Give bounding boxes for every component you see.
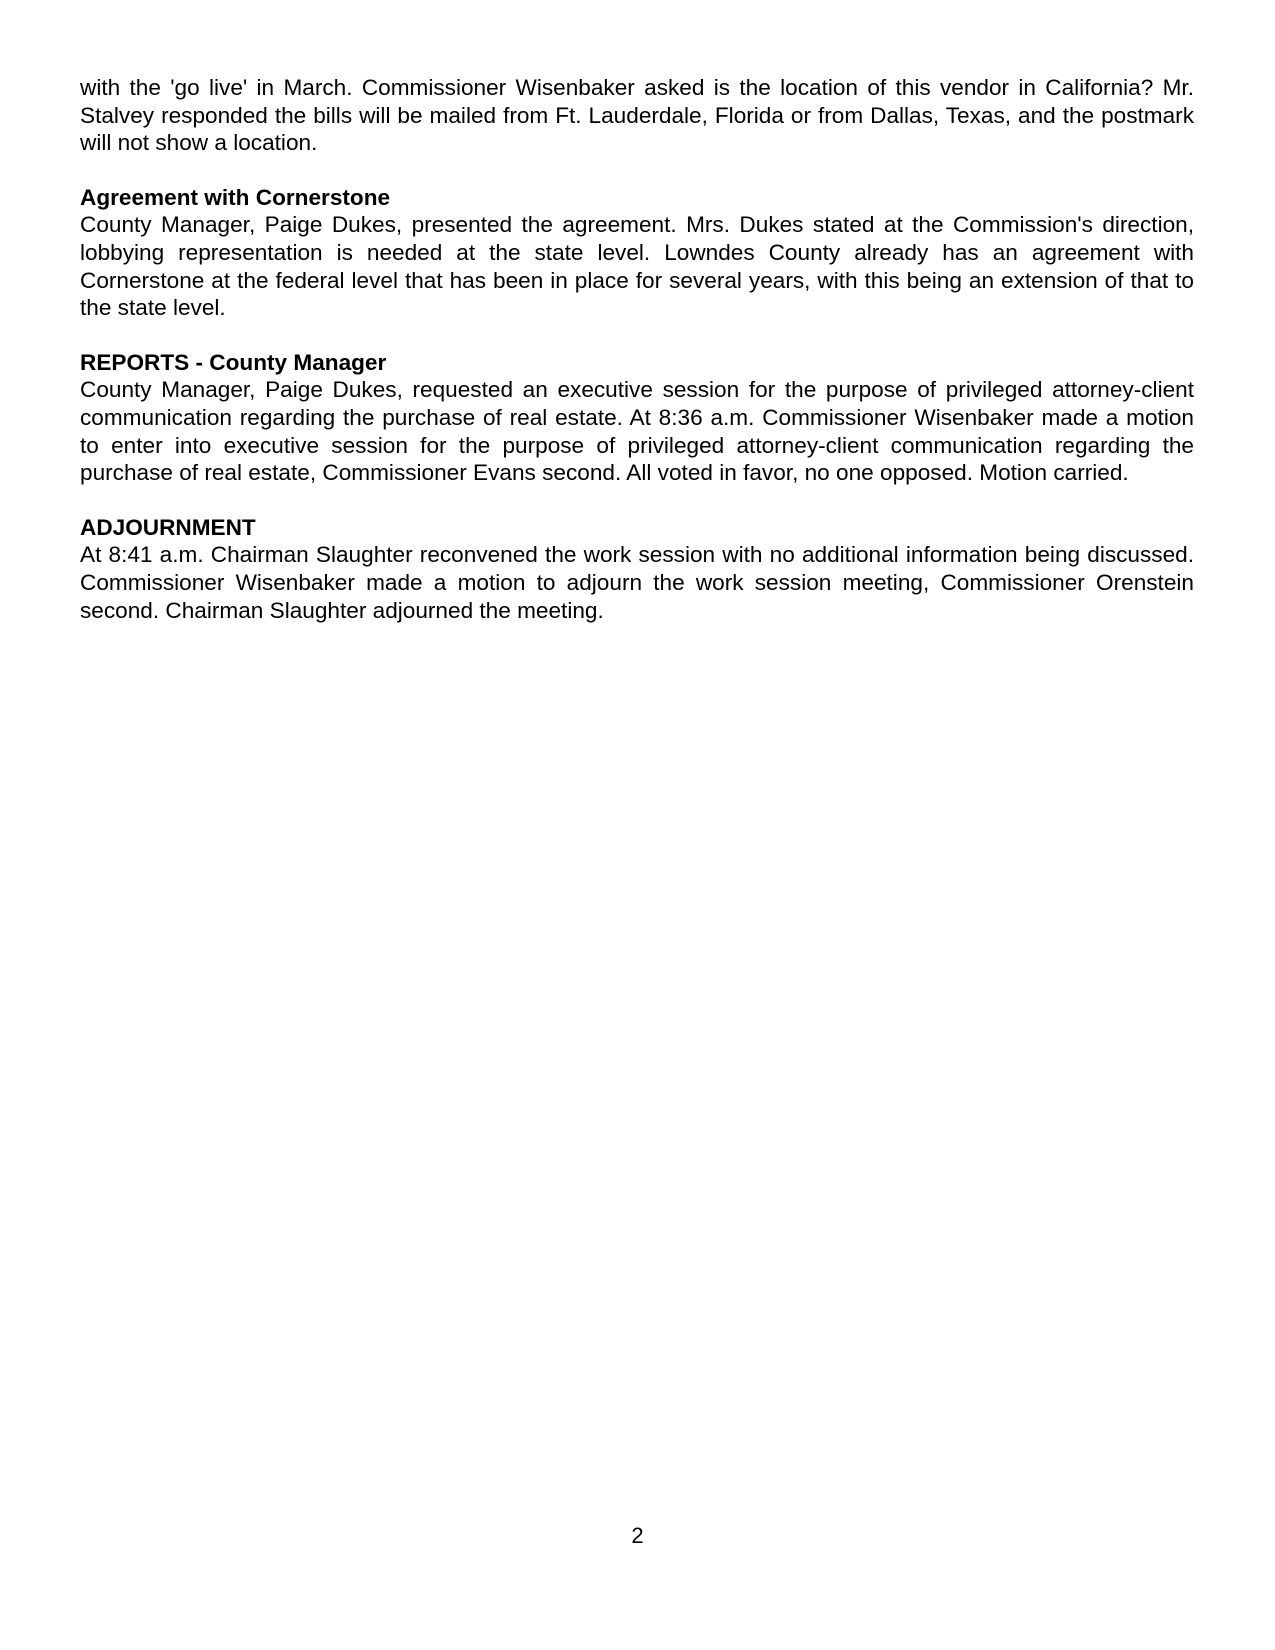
section-heading: ADJOURNMENT	[80, 514, 256, 540]
section-adjournment	[80, 514, 1194, 624]
section-body: At 8:41 a.m. Chairman Slaughter reconvened the work session with no additional information being discussed. Commissioner Wisenbaker made a motion to adjourn the work session meeting, Commissioner Orenstein second. Chairman Slaughter adjourned the meeting.	[80, 542, 1194, 623]
document-page	[80, 74, 1194, 651]
section-agreement-cornerstone	[80, 184, 1194, 322]
section-body: County Manager, Paige Dukes, requested an executive session for the purpose of privileged attorney-client communication regarding the purchase of real estate. At 8:36 a.m. Commissioner Wisenbaker made a motion to enter into executive session for the purpose of privileged attorney-client communication regarding the purchase of real estate, Commissioner Evans second. All voted in favor, no one opposed. Motion carried.	[80, 377, 1194, 486]
section-body: County Manager, Paige Dukes, presented the agreement. Mrs. Dukes stated at the Commission's direction, lobbying representation is needed at the state level. Lowndes County already has an agreement with Cornerstone at the federal level that has been in place for several years, with this being an extension of that to the state level.	[80, 212, 1194, 321]
continuation-paragraph: with the 'go live' in March. Commissioner Wisenbaker asked is the location of this vendor in California? Mr. Stalvey responded the bills will be mailed from Ft. Lauderdale, Florida or from Dallas, Texas, and the postmark will not show a location.	[80, 75, 1194, 156]
section-reports-county-manager	[80, 349, 1194, 487]
section-heading: Agreement with Cornerstone	[80, 184, 391, 210]
section-heading: REPORTS - County Manager	[80, 349, 387, 375]
page-number: 2	[631, 1523, 644, 1548]
